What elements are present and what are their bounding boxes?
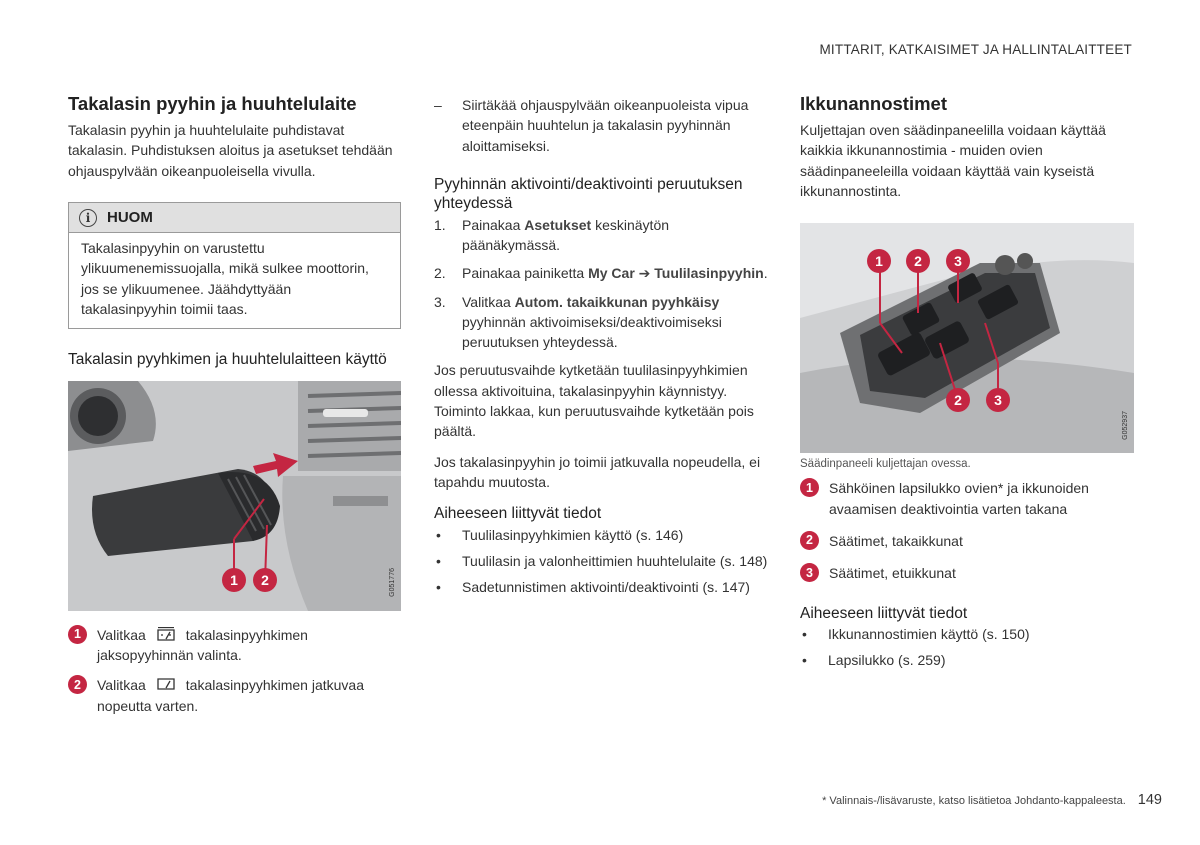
running-header: MITTARIT, KATKAISIMET JA HALLINTALAITTEET (819, 42, 1132, 57)
related-list (800, 624, 1134, 671)
rear-wiper-intro: Takalasin pyyhin ja huuhtelulaite puhdistavat takalasin. Puhdistuksen aloitus ja asetukset tehdään ohjauspylvään oikeanpuoleisella vivulla. (68, 122, 393, 179)
info-icon: i (79, 209, 97, 227)
related-link[interactable]: • Ikkunannostimien käyttö (s. 150) (802, 625, 1030, 642)
page-footer (822, 792, 1162, 808)
callout-3 (800, 563, 1134, 583)
callout-number: 2 (800, 531, 819, 550)
callout-text-post: takalasinpyyhkimen jaksopyyhinnän valinta. (97, 626, 308, 663)
figure-marker-2: 2 (253, 568, 277, 592)
callout-text-post: takalasinpyyhkimen jatkuvaa nopeutta varten. (97, 677, 364, 714)
page-number: 149 (1137, 792, 1162, 808)
footnote: * Valinnais-/lisävaruste, katso lisätietoa Johdanto-kappaleesta. (822, 795, 1126, 807)
subheading-rear-wiper-usage: Takalasin pyyhkimen ja huuhtelulaitteen käyttö (68, 351, 387, 369)
figure-code: G051776 (389, 567, 396, 597)
section-heading-window-lifts: Ikkunannostimet (800, 93, 947, 114)
related-heading: Aiheeseen liittyvät tiedot (434, 505, 602, 523)
note-title: HUOM (107, 209, 153, 227)
figure-marker-3-bottom: 3 (986, 388, 1010, 412)
callout-number: 1 (68, 625, 87, 644)
callout-2 (800, 531, 1134, 551)
figure-marker-1: 1 (222, 568, 246, 592)
interval-wiper-icon (156, 627, 176, 643)
column-rear-wiper (68, 93, 401, 716)
callout-number: 3 (800, 563, 819, 582)
related-heading: Aiheeseen liittyvät tiedot (800, 604, 968, 622)
column-reverse-wiping (434, 93, 769, 603)
callout-text: Sähköinen lapsilukko ovien* ja ikkunoiden avaamisen deaktivointia varten takana (829, 480, 1089, 517)
callout-text-pre: Valitkaa (97, 677, 146, 694)
steps-list (434, 215, 769, 353)
step-2: 2. Painakaa painiketta My Car ➔ Tuulilasinpyyhin. (434, 265, 768, 282)
callout-1 (800, 478, 1134, 519)
callout-text: Säätimet, etuikkunat (829, 565, 956, 582)
figure-code: G052937 (1122, 410, 1129, 440)
door-panel-figure (800, 223, 1134, 453)
menu-label-auto-rear-wipe: Autom. takaikkunan pyyhkäisy (514, 293, 720, 310)
related-link[interactable]: • Lapsilukko (s. 259) (802, 652, 946, 669)
note-body: Takalasinpyyhin on varustettu ylikuumenemissuojalla, mikä sulkee moottorin, jos se ylikuumenee. Jäähdyttyään takalasinpyyhin toimii taas. (81, 240, 369, 317)
figure-marker-2: 2 (906, 249, 930, 273)
related-link[interactable]: • Tuulilasinpyyhkimien käyttö (s. 146) (436, 526, 684, 543)
section-heading-reverse: Pyyhinnän aktivointi/deaktivointi peruutuksen yhteydessä (434, 175, 743, 213)
callout-text-pre: Valitkaa (97, 626, 146, 643)
step-3: 3. Valitkaa Autom. takaikkunan pyyhkäisy pyyhinnän aktivoimiseksi/deaktivoimiseksi peruutuksen yhteydessä. (434, 293, 722, 351)
callout-number: 2 (68, 675, 87, 694)
callout-number: 1 (800, 478, 819, 497)
dash-item (434, 95, 769, 156)
callout-text: Säätimet, takaikkunat (829, 532, 963, 549)
related-link[interactable]: • Sadetunnistimen aktivointi/deaktivointi (s. 147) (436, 579, 750, 596)
figure-caption: Säädinpaneeli kuljettajan ovessa. (800, 458, 971, 471)
menu-label-settings: Asetukset (524, 216, 592, 233)
callout-2 (68, 675, 401, 716)
figure-marker-3: 3 (946, 249, 970, 273)
figure-marker-1: 1 (867, 249, 891, 273)
column-window-lifts (800, 93, 1134, 677)
wiper-stalk-figure (68, 381, 401, 611)
continuous-wiper-icon (156, 677, 176, 693)
section-heading-rear-wiper: Takalasin pyyhin ja huuhtelulaite (68, 93, 357, 114)
paragraph-reverse-gear: Jos peruutusvaihde kytketään tuulilasinpyyhkimien ollessa aktivoituina, takalasinpyyhin käynnistyy. Toiminto lakkaa, kun peruutusvaihde kytketään pois päältä. (434, 362, 754, 440)
paragraph-continuous: Jos takalasinpyyhin jo toimii jatkuvalla nopeudella, ei tapahdu muutosta. (434, 453, 761, 490)
figure-marker-2-bottom: 2 (946, 388, 970, 412)
dash-bullet: – (434, 97, 442, 113)
callout-1 (68, 625, 401, 666)
note-header (69, 203, 400, 233)
window-lifts-intro: Kuljettajan oven säädinpaneelilla voidaan käyttää kaikkia ikkunannostimia - muiden ovien säädinpaneeleilla voidaan käyttää vain kyseistä ikkunannostinta. (800, 122, 1106, 200)
related-link[interactable]: • Tuulilasin ja valonheittimien huuhtelulaite (s. 148) (436, 552, 768, 569)
related-list (434, 525, 769, 598)
dash-text: Siirtäkää ohjauspylvään oikeanpuoleista vipua eteenpäin huuhtelun ja takalasin pyyhinnän aloittamiseksi. (462, 97, 749, 154)
menu-label-my-car: My Car ➔ Tuulilasinpyyhin (588, 265, 764, 282)
note-box (68, 202, 401, 329)
step-1: 1. Painakaa Asetukset keskinäytön päänäkymässä. (434, 216, 670, 253)
